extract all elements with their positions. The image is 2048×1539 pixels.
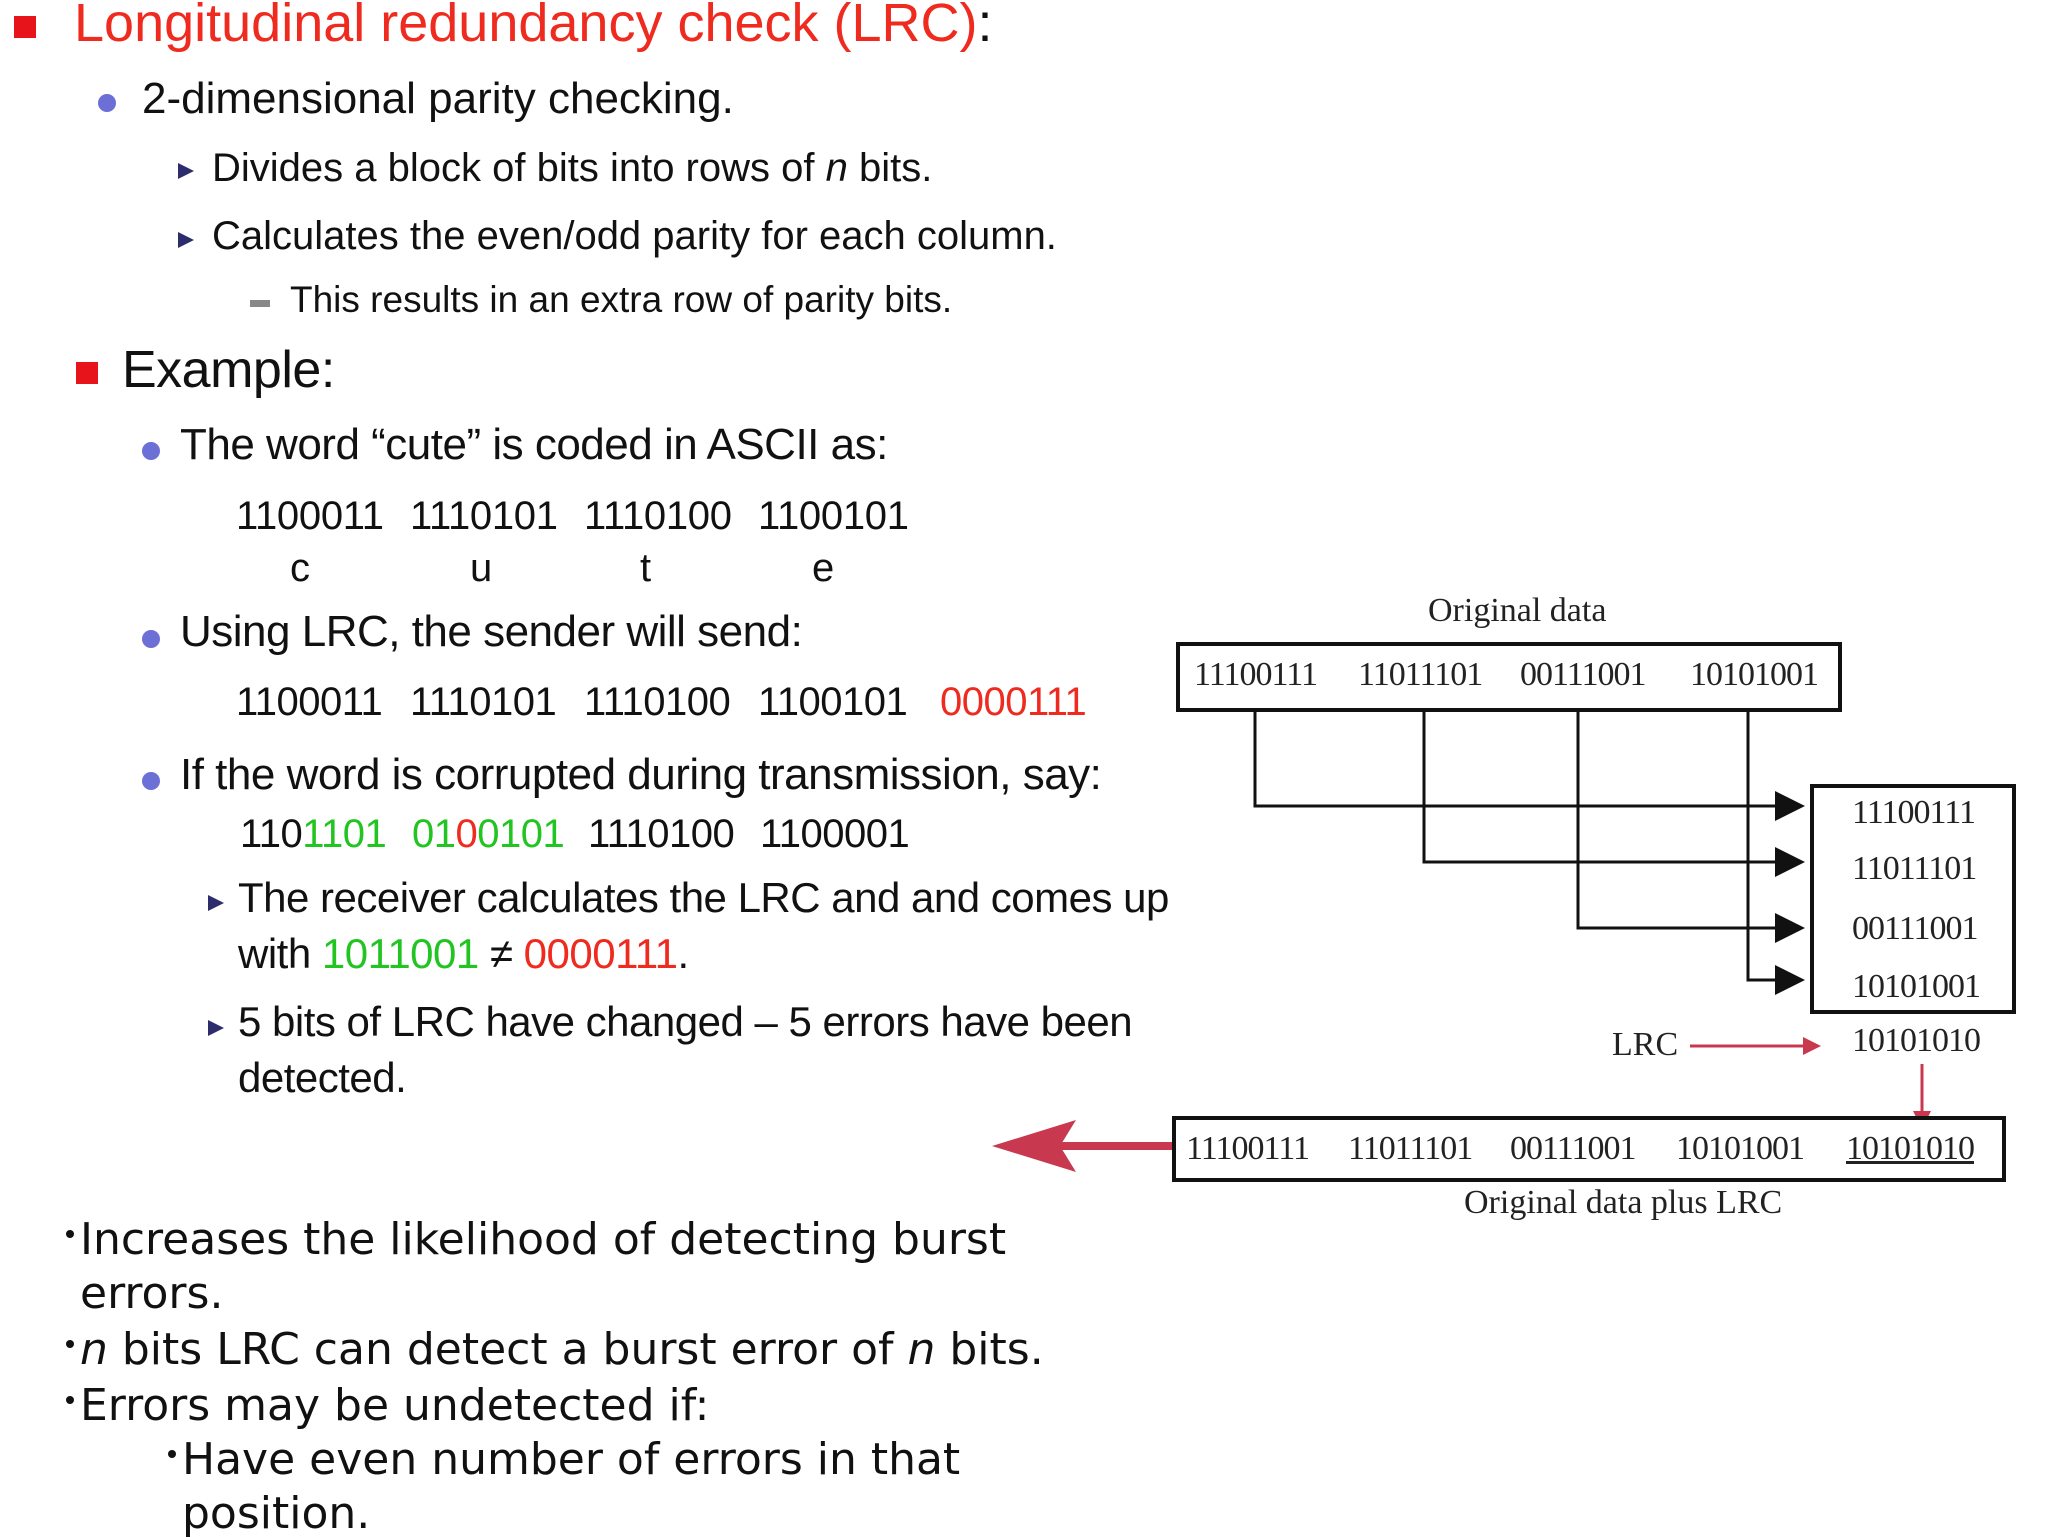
changed-line-2: detected. xyxy=(238,1054,407,1101)
round-bullet-icon xyxy=(142,772,160,790)
square-bullet-icon xyxy=(76,362,98,384)
small-bullet-icon xyxy=(168,1450,176,1458)
corrupt-word-3: 1100001 xyxy=(760,812,910,856)
small-bullet-icon xyxy=(66,1340,74,1348)
triangle-bullet-icon xyxy=(178,232,194,248)
intro-sub1: Divides a block of bits into rows of n bits. xyxy=(212,146,933,190)
round-bullet-icon xyxy=(142,630,160,648)
example-heading: Example: xyxy=(122,341,335,399)
send-code-3: 1100101 xyxy=(758,680,908,724)
note-4-line-2: position. xyxy=(182,1488,371,1539)
ascii-letter-1: u xyxy=(470,546,492,590)
connector-arrow-0 xyxy=(1255,708,1802,806)
lrc-value: 10101010 xyxy=(1852,1022,1980,1059)
bottom-byte-4: 10101010 xyxy=(1846,1130,1974,1167)
ascii-letter-2: t xyxy=(640,546,651,590)
lrc-label: LRC xyxy=(1612,1026,1679,1063)
example-point-2: Using LRC, the sender will send: xyxy=(180,607,803,656)
top-byte-3: 10101001 xyxy=(1690,656,1818,693)
connector-arrow-1 xyxy=(1424,708,1802,862)
note-4-line-1: Have even number of errors in that xyxy=(182,1434,961,1485)
intro-point: 2-dimensional parity checking. xyxy=(142,74,734,123)
connector-arrow-3 xyxy=(1748,708,1802,980)
round-bullet-icon xyxy=(142,442,160,460)
stack-byte-0: 11100111 xyxy=(1852,794,1975,831)
top-byte-2: 00111001 xyxy=(1520,656,1646,693)
triangle-bullet-icon xyxy=(208,1020,224,1036)
intro-sub2: Calculates the even/odd parity for each column. xyxy=(212,214,1057,258)
round-bullet-icon xyxy=(98,94,116,112)
slide-title: Longitudinal redundancy check (LRC): xyxy=(74,0,993,53)
example-point-3: If the word is corrupted during transmission, say: xyxy=(180,750,1102,799)
original-data-box xyxy=(1176,642,1842,712)
small-bullet-icon xyxy=(66,1396,74,1404)
send-code-0: 1100011 xyxy=(236,680,383,724)
ascii-code-3: 1100101 xyxy=(758,494,909,538)
bottom-byte-2: 00111001 xyxy=(1510,1130,1636,1167)
note-2: n bits LRC can detect a burst error of n bits. xyxy=(80,1324,1044,1375)
top-byte-1: 11011101 xyxy=(1358,656,1483,693)
bottom-byte-3: 10101001 xyxy=(1676,1130,1804,1167)
bottom-byte-1: 11011101 xyxy=(1348,1130,1473,1167)
corrupt-word-1: 0100101 xyxy=(412,812,565,856)
send-lrc: 0000111 xyxy=(940,680,1087,724)
square-bullet-icon xyxy=(14,16,36,38)
diagram-top-caption: Original data xyxy=(1428,592,1607,629)
stacked-data-box xyxy=(1810,784,2016,1014)
example-point-1: The word “cute” is coded in ASCII as: xyxy=(180,420,888,469)
stack-byte-1: 11011101 xyxy=(1852,850,1977,887)
ascii-letter-3: e xyxy=(812,546,834,590)
ascii-code-1: 1110101 xyxy=(410,494,558,538)
note-1-line-2: errors. xyxy=(80,1268,224,1319)
receiver-line-2: with 1011001 ≠ 0000111. xyxy=(238,930,689,977)
send-code-2: 1110100 xyxy=(584,680,731,724)
note-1-line-1: Increases the likelihood of detecting burst xyxy=(80,1214,1007,1265)
ascii-code-0: 1100011 xyxy=(236,494,384,538)
triangle-bullet-icon xyxy=(208,895,224,911)
intro-subsub: This results in an extra row of parity bits. xyxy=(290,279,953,320)
ascii-letter-0: c xyxy=(290,546,310,590)
connector-arrow-2 xyxy=(1578,708,1802,928)
send-code-1: 1110101 xyxy=(410,680,557,724)
data-plus-lrc-box xyxy=(1172,1116,2006,1182)
small-bullet-icon xyxy=(66,1230,74,1238)
triangle-bullet-icon xyxy=(178,163,194,179)
corrupt-word-0: 1101101 xyxy=(240,812,387,856)
changed-line-1: 5 bits of LRC have changed – 5 errors have been xyxy=(238,998,1133,1045)
dash-bullet-icon xyxy=(250,300,270,307)
send-arrow-icon xyxy=(992,1120,1176,1172)
ascii-code-2: 1110100 xyxy=(584,494,732,538)
bottom-byte-0: 11100111 xyxy=(1186,1130,1309,1167)
stack-byte-2: 00111001 xyxy=(1852,910,1978,947)
corrupt-word-2: 1110100 xyxy=(588,812,735,856)
top-byte-0: 11100111 xyxy=(1194,656,1317,693)
receiver-line-1: The receiver calculates the LRC and and comes up xyxy=(238,874,1169,921)
diagram-bottom-caption: Original data plus LRC xyxy=(1464,1184,1783,1221)
stack-byte-3: 10101001 xyxy=(1852,968,1980,1005)
note-3: Errors may be undetected if: xyxy=(80,1380,710,1431)
